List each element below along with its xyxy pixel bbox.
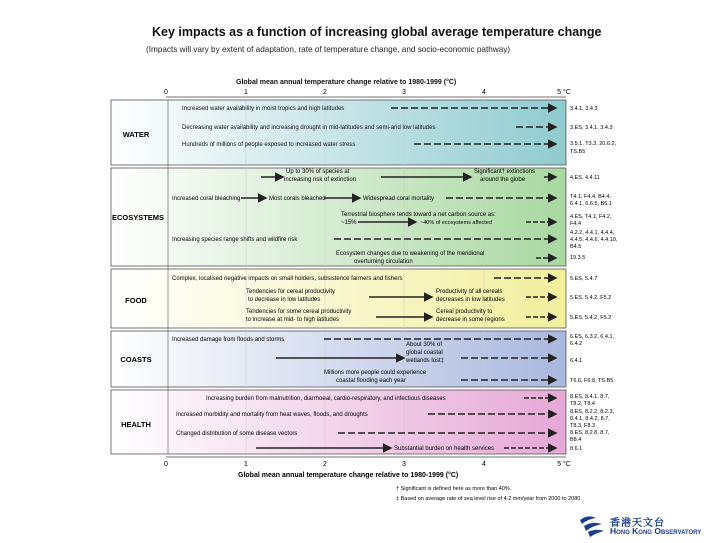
bottom-tick-1: 1 (244, 461, 248, 468)
svg-text:Up to 30% of species at: Up to 30% of species at (286, 169, 350, 175)
svg-text:T4.1, F4.4, B4.4,: T4.1, F4.4, B4.4, (570, 194, 611, 200)
svg-text:Increased morbidity and mortal: Increased morbidity and mortality from heat waves, floods, and droughts (176, 412, 368, 418)
footnote-2: ‡ Based on average rate of sea level rise of 4.2 mm/year from 2000 to 2080. (396, 496, 582, 502)
food-ref-3: 5.ES, 5.4.2, F5.2 (570, 315, 612, 321)
svg-text:decreases in low latitudes: decreases in low latitudes (436, 297, 505, 303)
svg-text:F4.4: F4.4 (570, 221, 582, 227)
svg-text:6.4.1, 6.6.5, B6.1: 6.4.1, 6.6.5, B6.1 (570, 201, 612, 207)
figure-title: Key impacts as a function of increasing global average temperature change (152, 25, 602, 39)
top-tick-4: 4 (482, 89, 486, 96)
svg-text:8.ES, 8.2.8, 8.7,: 8.ES, 8.2.8, 8.7, (570, 430, 610, 436)
svg-text:overturning circulation: overturning circulation (354, 259, 413, 265)
svg-text:Increasing species range shift: Increasing species range shifts and wildfire risk (172, 237, 298, 243)
svg-text:global coastal: global coastal (406, 350, 443, 356)
eco-ref-1: 4.ES, 4.4.11 (570, 175, 600, 181)
logo-english-name: Hong Kong Observatory (610, 526, 702, 536)
svg-text:to decrease in low latitudes: to decrease in low latitudes (248, 297, 321, 303)
svg-text:Increased damage from floods a: Increased damage from floods and storms (172, 337, 285, 343)
svg-text:Productivity of all cereals: Productivity of all cereals (436, 289, 503, 295)
section-label-coasts: COASTS (120, 355, 152, 364)
observatory-emblem-icon (578, 514, 606, 538)
svg-text:6.ES, 6.3.2, 6.4.1,: 6.ES, 6.3.2, 6.4.1, (570, 334, 615, 340)
svg-text:Most corals bleached: Most corals bleached (269, 196, 326, 202)
water-ref-3a: 3.5.1, T3.3, 20.6.2, (570, 141, 617, 147)
water-ref-3b: TS.B5 (570, 149, 586, 155)
section-label-water: WATER (122, 130, 150, 139)
svg-text:~40% of ecosystems affected: ~40% of ecosystems affected (420, 220, 492, 226)
food-ref-2: 5.ES, 5.4.2, F5.2 (570, 295, 612, 301)
svg-text:Cereal productivity to: Cereal productivity to (436, 309, 493, 315)
section-label-food: FOOD (125, 296, 147, 305)
svg-text:Widespread coral mortality: Widespread coral mortality (363, 196, 435, 202)
top-axis-label: Global mean annual temperature change relative to 1980-1999 (°C) (236, 79, 457, 86)
svg-text:Tendencies for some cereal pro: Tendencies for some cereal productivity (246, 309, 352, 315)
bottom-axis-label: Global mean annual temperature change relative to 1980-1999 (°C) (238, 472, 459, 479)
bottom-tick-0: 0 (164, 461, 168, 468)
eco-ref-5: 19.3.5 (570, 255, 586, 261)
logo-chinese-name: 香港天文台 (610, 518, 665, 529)
top-tick-5: 5 °C (557, 89, 571, 96)
svg-text:Significant† extinctions: Significant† extinctions (474, 169, 536, 175)
coast-ref-2: 6.4.1 (570, 358, 583, 364)
svg-text:B4.5: B4.5 (570, 244, 582, 250)
bottom-tick-2: 2 (323, 461, 327, 468)
svg-text:Substantial burden on health s: Substantial burden on health services (394, 446, 495, 452)
bottom-tick-3: 3 (402, 461, 406, 468)
top-tick-0: 0 (164, 89, 168, 96)
svg-text:decrease in some regions: decrease in some regions (436, 317, 505, 323)
svg-text:Increasing burden from malnutr: Increasing burden from malnutrition, diarrhoeal, cardio-respiratory, and infectious diseases (206, 396, 446, 402)
svg-text:~15%: ~15% (341, 220, 357, 226)
svg-text:T8.3, F8.3: T8.3, F8.3 (570, 423, 596, 429)
top-tick-2: 2 (323, 89, 327, 96)
svg-text:6.4.2: 6.4.2 (570, 341, 583, 347)
svg-text:About 30% of: About 30% of (406, 342, 443, 348)
health-ref-4: 8.6.1 (570, 446, 583, 452)
section-label-health: HEALTH (121, 420, 151, 429)
bottom-tick-4: 4 (482, 461, 486, 468)
footnote-1: † Significant is defined here as more than 40%. (396, 486, 512, 492)
svg-text:increasing risk of extinction: increasing risk of extinction (284, 177, 357, 183)
observatory-logo (578, 514, 718, 538)
svg-text:4.4.5, 4.4.6, 4.4.10,: 4.4.5, 4.4.6, 4.4.10, (570, 237, 618, 243)
water-ref-2: 3.ES, 3.4.1, 3.4.3 (570, 125, 613, 131)
svg-text:Complex, localised negative im: Complex, localised negative impacts on small holders, subsistence farmers and fishers (172, 276, 403, 282)
svg-text:8.ES, 8.4.1, 8.7,: 8.ES, 8.4.1, 8.7, (570, 394, 610, 400)
svg-text:Tendencies for cereal producti: Tendencies for cereal productivity (246, 289, 336, 295)
svg-text:Increased water availability i: Increased water availability in moist tropics and high latitudes (182, 106, 345, 112)
impacts-figure (96, 12, 646, 512)
svg-text:around the globe: around the globe (480, 177, 526, 183)
svg-text:Decreasing water availability: Decreasing water availability and increasing drought in mid-latitudes and semi-arid low latitudes (182, 125, 436, 131)
svg-text:T8.2, T8.4: T8.2, T8.4 (570, 401, 595, 407)
svg-text:B8.4: B8.4 (570, 437, 582, 443)
svg-text:wetlands lost‡: wetlands lost‡ (406, 358, 445, 364)
impacts-diagram (96, 12, 646, 512)
svg-text:Ecosystem changes due to weake: Ecosystem changes due to weakening of the meridional (336, 251, 485, 257)
bottom-tick-5: 5 °C (557, 461, 571, 468)
svg-text:Increased coral bleaching: Increased coral bleaching (172, 196, 241, 202)
svg-text:Changed distribution of some d: Changed distribution of some disease vectors (176, 431, 298, 437)
svg-text:8.4.1, 8.4.2, 8.7,: 8.4.1, 8.4.2, 8.7, (570, 416, 610, 422)
svg-text:Hundreds of millions of people: Hundreds of millions of people exposed to increased water stress (182, 142, 356, 148)
coast-ref-3: T6.6, F6.8, TS.B5 (570, 378, 614, 384)
svg-text:4.ES, T4.1, F4.2,: 4.ES, T4.1, F4.2, (570, 214, 612, 220)
figure-subtitle: (Impacts will vary by extent of adaptation, rate of temperature change, and socio-economic pathway) (146, 45, 511, 54)
top-tick-3: 3 (402, 89, 406, 96)
svg-text:Millions more people could exp: Millions more people could experience (324, 370, 427, 376)
food-ref-1: 5.ES, 5.4.7 (570, 276, 598, 282)
svg-text:coastal flooding each year: coastal flooding each year (336, 378, 406, 384)
svg-text:4.2.2, 4.4.1, 4.4.4,: 4.2.2, 4.4.1, 4.4.4, (570, 230, 615, 236)
svg-text:to increase at mid- to high la: to increase at mid- to high latitudes (246, 317, 340, 323)
water-ref-1: 3.4.1, 3.4.3 (570, 106, 598, 112)
svg-text:8.ES, 8.2.2, 8.2.3,: 8.ES, 8.2.2, 8.2.3, (570, 409, 615, 415)
top-tick-1: 1 (244, 89, 248, 96)
svg-text:Terrestrial biosphere tends to: Terrestrial biosphere tends toward a net carbon source as: (341, 212, 496, 218)
section-label-ecosystems: ECOSYSTEMS (111, 213, 165, 222)
